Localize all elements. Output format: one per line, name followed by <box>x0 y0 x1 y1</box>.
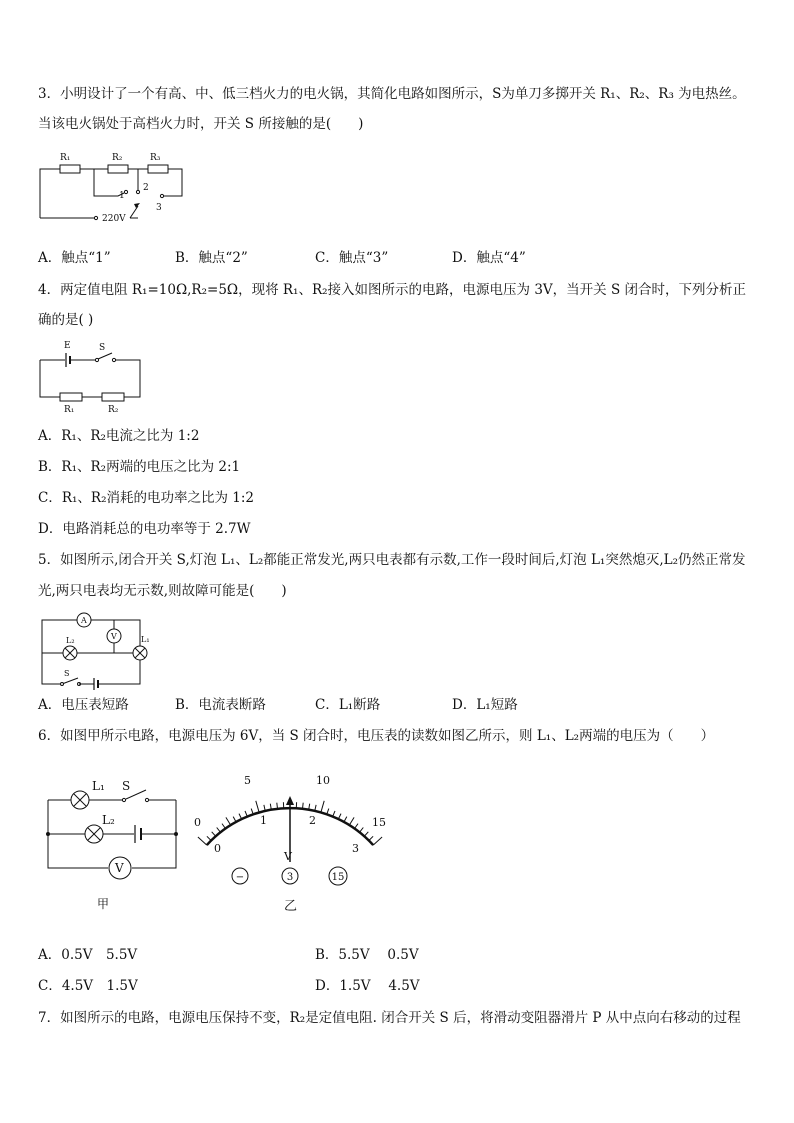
q7-text-line1: 7．如图所示的电路，电源电压保持不变，R₂是定值电阻. 闭合开关 S 后，将滑动变阻器滑片 P 从中点向右移动的过程 <box>38 1010 741 1026</box>
q4-label-r1: R₁ <box>64 405 75 415</box>
q6-dial-upper-15: 15 <box>372 816 386 829</box>
q4-text-line2: 确的是( ) <box>38 312 94 328</box>
q6-option-a[interactable]: A．0.5V 5.5V <box>38 947 138 963</box>
dial-tick <box>321 801 324 813</box>
q3-contact-3: 3 <box>156 203 162 213</box>
q6-jia-label-l1: L₁ <box>92 779 105 793</box>
q3-label-r1: R₁ <box>60 153 71 163</box>
q5-text-line2: 光,两只电表均无示数,则故障可能是( ) <box>38 583 287 599</box>
q4-option-c[interactable]: C．R₁、R₂消耗的电功率之比为 1:2 <box>38 490 254 506</box>
q6-voltmeter-dial-yi <box>190 770 390 915</box>
dial-tick <box>198 837 207 845</box>
q5-label-a: A <box>81 616 87 625</box>
q5-label-l1: L₁ <box>141 635 150 644</box>
q6-circuit-jia <box>42 772 182 912</box>
q6-dial-upper-0: 0 <box>194 816 201 829</box>
q6-option-c[interactable]: C．4.5V 1.5V <box>38 978 138 994</box>
q3-text-line2: 当该电火锅处于高档火力时，开关 S 所接触的是( ) <box>38 116 364 132</box>
q3-option-b[interactable]: B．触点“2” <box>175 250 248 266</box>
q5-label-l2: L₂ <box>66 636 75 645</box>
q3-contact-1: 1 <box>119 191 125 201</box>
q4-label-e: E <box>64 341 71 351</box>
q3-label-voltage: 220V <box>102 214 126 224</box>
q5-option-b[interactable]: B．电流表断路 <box>175 697 266 713</box>
q6-lamp-l1 <box>71 791 89 809</box>
q6-jia-caption: 甲 <box>97 897 110 911</box>
q6-needle-arrowhead <box>286 796 294 805</box>
q3-resistor-r3 <box>148 165 168 173</box>
q6-option-d[interactable]: D．1.5V 4.5V <box>315 978 420 994</box>
q6-option-b[interactable]: B．5.5V 0.5V <box>315 947 419 963</box>
dial-tick <box>349 817 354 825</box>
q6-dial-unit: V <box>284 850 292 863</box>
q6-dial-lower-0: 0 <box>214 842 221 855</box>
q4-circuit-diagram <box>36 338 146 418</box>
q6-terminal-minus-label: − <box>235 872 245 883</box>
dial-tick <box>226 817 231 825</box>
q3-circuit-diagram <box>36 146 196 230</box>
dial-tick <box>373 837 382 845</box>
q6-dial-lower-3: 3 <box>352 842 359 855</box>
q4-option-d[interactable]: D．电路消耗总的电功率等于 2.7W <box>38 521 251 537</box>
dial-tick <box>256 801 259 813</box>
q5-option-c[interactable]: C．L₁断路 <box>315 697 381 713</box>
q3-option-d[interactable]: D．触点“4” <box>452 250 526 266</box>
q4-resistor-r1 <box>60 393 82 401</box>
q6-jia-label-s: S <box>122 779 131 793</box>
q3-text-line1: 3．小明设计了一个有高、中、低三档火力的电火锅，其简化电路如图所示，S为单刀多掷开关 R₁、R₂、R₃ 为电热丝。 <box>38 86 746 102</box>
q5-circuit-diagram <box>36 608 154 690</box>
q4-option-b[interactable]: B．R₁、R₂两端的电压之比为 2:1 <box>38 459 241 475</box>
q5-label-s: S <box>64 669 70 678</box>
q6-terminal-3-label: 3 <box>286 872 294 883</box>
q6-dial-upper-10: 10 <box>316 774 330 787</box>
q3-contact-2: 2 <box>143 183 149 193</box>
q4-label-r2: R₂ <box>108 405 119 415</box>
q4-option-a[interactable]: A．R₁、R₂电流之比为 1:2 <box>38 428 200 444</box>
q5-lamp-l1 <box>133 646 147 660</box>
q5-lamp-l2 <box>63 646 77 660</box>
q4-text-line1: 4．两定值电阻 R₁=10Ω,R₂=5Ω，现将 R₁、R₂接入如图所示的电路，电源电压为 3V，当开关 S 闭合时，下列分析正 <box>38 282 747 298</box>
q6-jia-label-v: V <box>115 861 124 875</box>
q3-option-c[interactable]: C．触点“3” <box>315 250 389 266</box>
q5-label-v: V <box>111 632 117 641</box>
q6-lamp-l2 <box>85 825 103 843</box>
q5-option-a[interactable]: A．电压表短路 <box>38 697 129 713</box>
q6-jia-label-l2: L₂ <box>102 813 115 827</box>
q3-resistor-r2 <box>108 165 128 173</box>
q3-label-r2: R₂ <box>112 153 123 163</box>
q3-label-r3: R₃ <box>150 153 161 163</box>
q6-text-line1: 6．如图甲所示电路，电源电压为 6V，当 S 闭合时，电压表的读数如图乙所示，则 L₁、L₂两端的电压为（ ） <box>38 728 715 744</box>
q5-option-d[interactable]: D．L₁短路 <box>452 697 518 713</box>
q4-resistor-r2 <box>102 393 124 401</box>
q6-yi-caption: 乙 <box>284 899 298 914</box>
q6-dial-lower-2: 2 <box>309 814 316 827</box>
q4-label-s: S <box>99 343 106 353</box>
q3-resistor-r1 <box>60 165 80 173</box>
q6-terminal-15-label: 15 <box>331 872 345 883</box>
q6-dial-upper-5: 5 <box>244 774 251 787</box>
q5-text-line1: 5．如图所示,闭合开关 S,灯泡 L₁、L₂都能正常发光,两只电表都有示数,工作一段时间后,灯泡 L₁突然熄灭,L₂仍然正常发 <box>38 552 746 568</box>
q6-dial-lower-1: 1 <box>260 814 267 827</box>
q3-option-a[interactable]: A．触点“1” <box>38 250 111 266</box>
